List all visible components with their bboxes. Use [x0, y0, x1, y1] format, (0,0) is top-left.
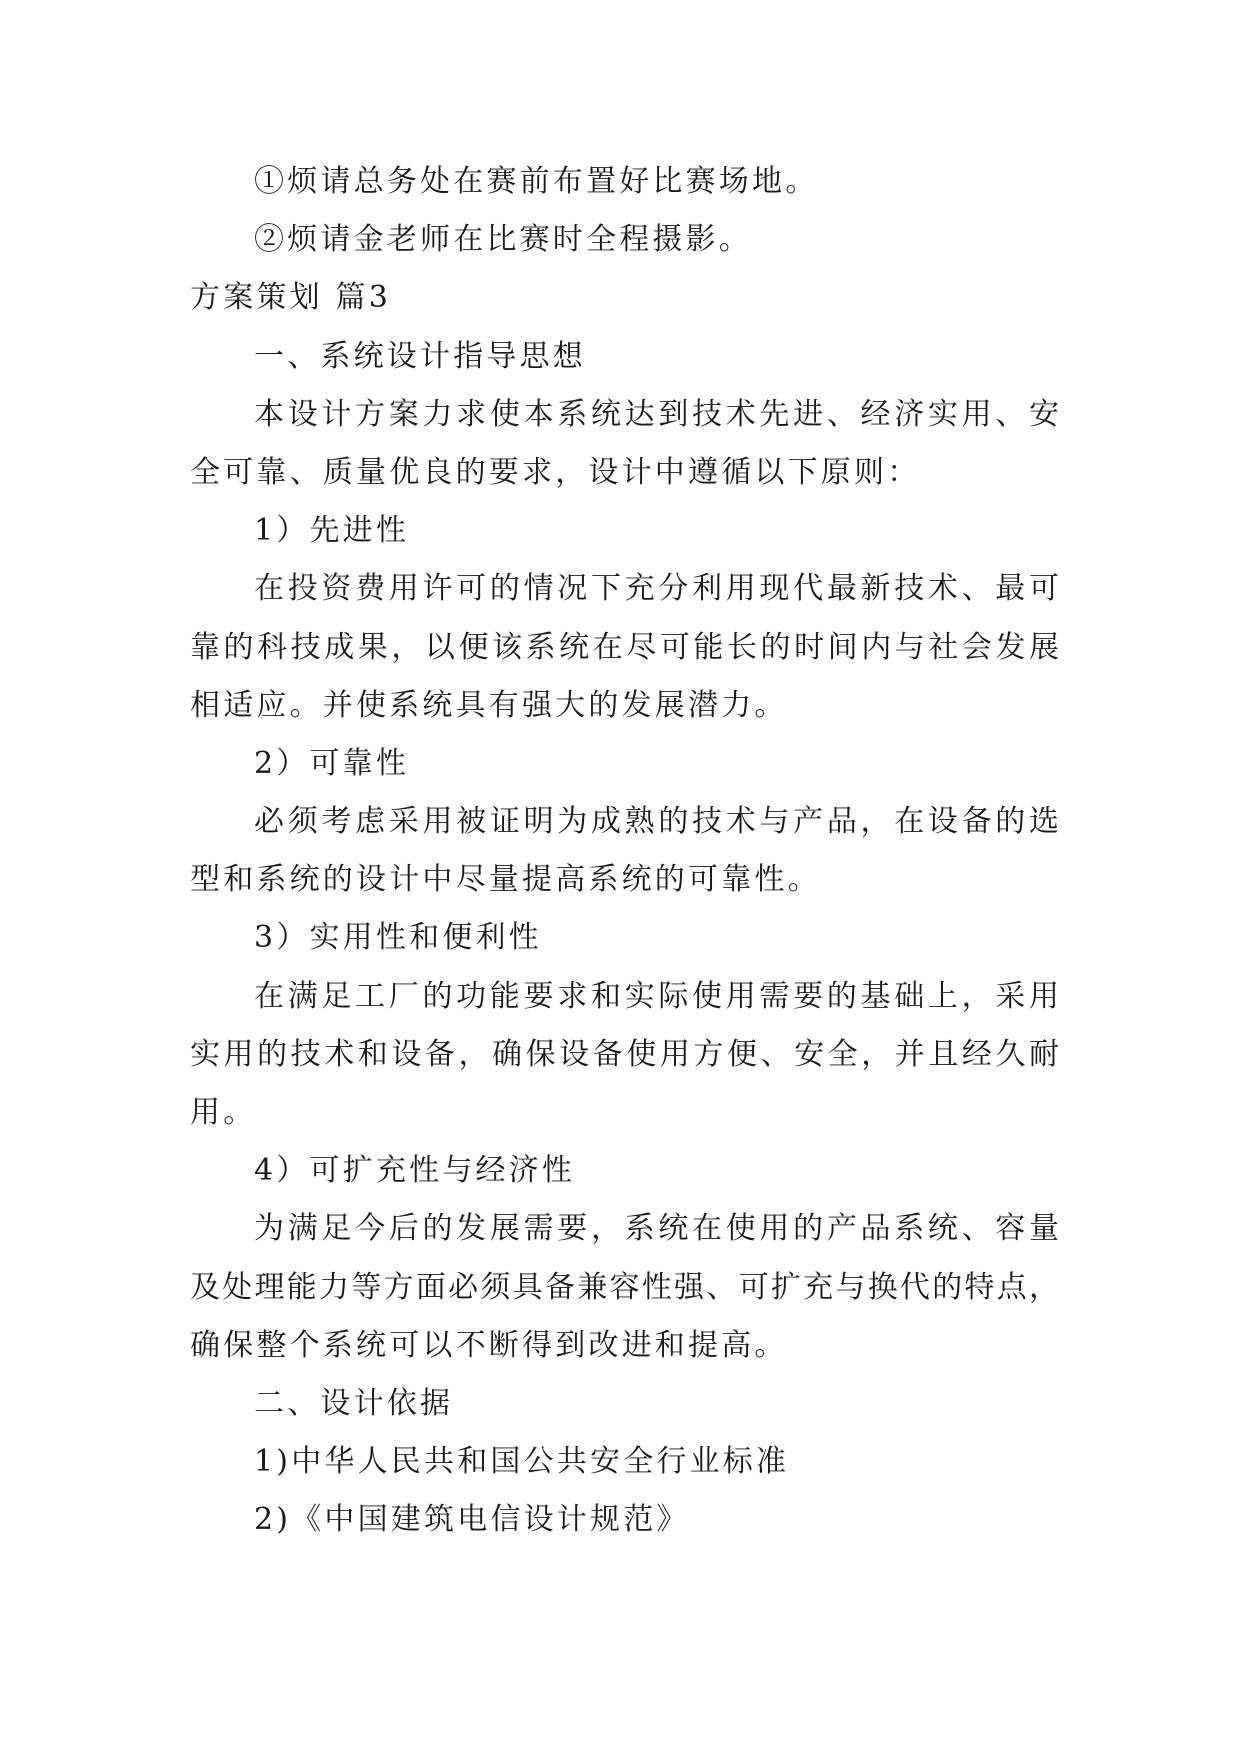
list-item: 2)《中国建筑电信设计规范》	[254, 1502, 690, 1538]
list-item-heading: 4）可扩充性与经济性	[254, 1153, 576, 1189]
paragraph-line: 及处理能力等方面必须具备兼容性强、可扩充与换代的特点，	[190, 1269, 1060, 1305]
paragraph-line: 本设计方案力求使本系统达到技术先进、经济实用、安	[254, 396, 1060, 432]
paragraph-line: 用。	[190, 1095, 257, 1130]
section-heading: 方案策划 篇3	[190, 280, 392, 316]
text-line: ①烦请总务处在赛前布置好比赛场地。	[254, 164, 819, 199]
subheading: 一、系统设计指导思想	[254, 338, 586, 374]
list-item-heading: 3）实用性和便利性	[254, 920, 542, 956]
document-body	[190, 153, 1060, 1550]
list-item-heading: 2）可靠性	[254, 745, 410, 781]
paragraph-line: 为满足今后的发展需要，系统在使用的产品系统、容量	[254, 1211, 1060, 1247]
paragraph-line: 实用的技术和设备，确保设备使用方便、安全，并且经久耐	[190, 1036, 1060, 1072]
subheading: 二、设计依据	[254, 1385, 454, 1421]
paragraph-line: 确保整个系统可以不断得到改进和提高。	[190, 1327, 788, 1363]
paragraph-line: 靠的科技成果，以便该系统在尽可能长的时间内与社会发展	[190, 629, 1060, 665]
paragraph-line: 在满足工厂的功能要求和实际使用需要的基础上，采用	[254, 978, 1060, 1014]
paragraph-line: 必须考虑采用被证明为成熟的技术与产品，在设备的选	[254, 804, 1060, 840]
list-item: 1)中华人民共和国公共安全行业标准	[254, 1444, 790, 1480]
paragraph-line: 相适应。并使系统具有强大的发展潜力。	[190, 687, 788, 723]
paragraph-line: 在投资费用许可的情况下充分利用现代最新技术、最可	[254, 571, 1060, 607]
paragraph-line: 全可靠、质量优良的要求，设计中遵循以下原则：	[190, 454, 921, 490]
paragraph-line: 型和系统的设计中尽量提高系统的可靠性。	[190, 862, 821, 898]
list-item-heading: 1）先进性	[254, 513, 410, 549]
text-line: ②烦请金老师在比赛时全程摄影。	[254, 222, 752, 258]
